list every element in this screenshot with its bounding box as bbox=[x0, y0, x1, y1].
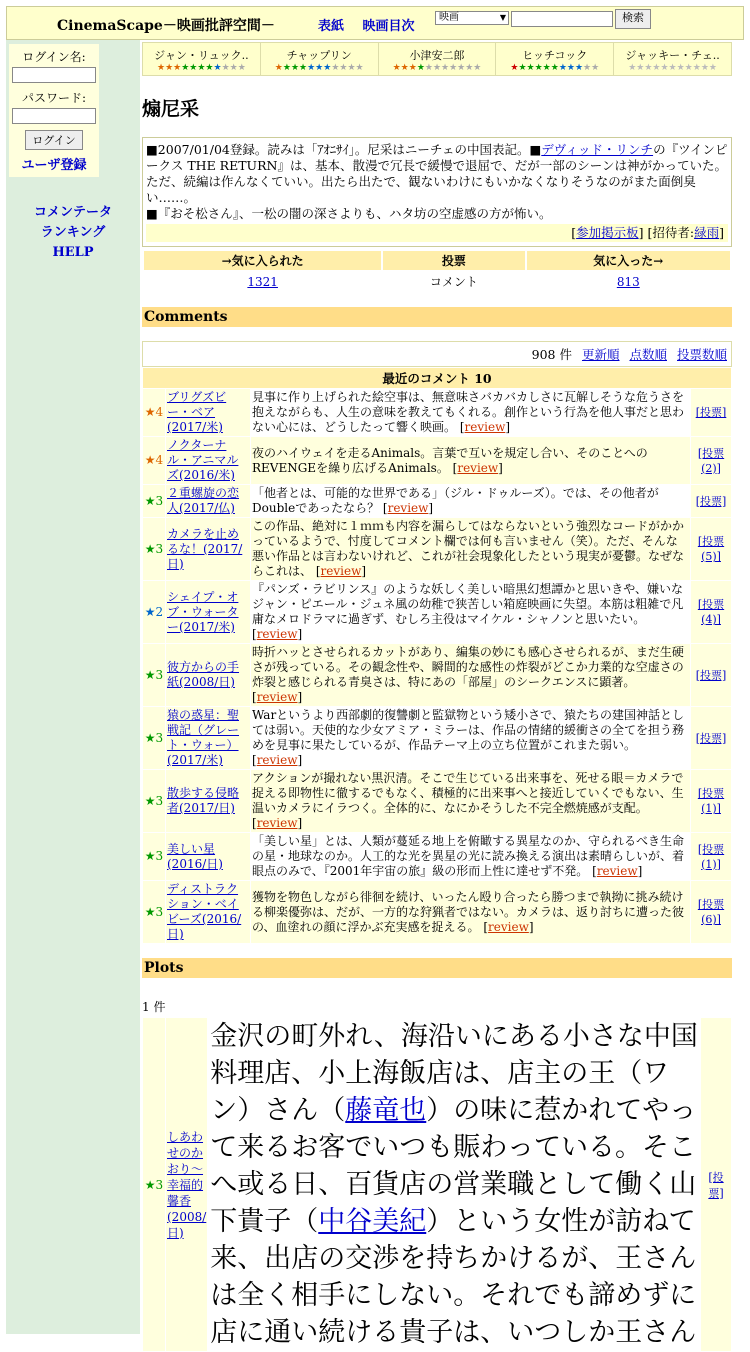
director-name: ジャン・リュック.. bbox=[154, 49, 249, 62]
review-link[interactable]: review bbox=[320, 564, 362, 578]
main-content bbox=[142, 40, 732, 1352]
comment-body: 「他者とは、可能的な世界である」（ジル・ドゥルーズ）。では、その他者がDoubleであったなら？ [review] bbox=[251, 485, 690, 517]
login-name-label: ログイン名: bbox=[22, 50, 86, 64]
comment-text: Warというより西部劇的復讐劇と監獄物という矮小さで、猿たちの建国神話としては弱い。天使的な少女アミア・ミラーは、作品の情緒的緩衝さの全てを担う務めを見事に果たしているが、作品テーマ上の立ち位置がこれまた弱い。 bbox=[252, 708, 685, 752]
nav-movie-index-link[interactable]: 映画目次 bbox=[362, 19, 415, 34]
sort-score-link[interactable]: 点数順 bbox=[629, 347, 667, 362]
plot-actor-link[interactable]: 中谷美紀 bbox=[318, 1206, 427, 1237]
comment-count: 908 件 bbox=[531, 347, 572, 362]
comments-sort-bar bbox=[142, 341, 732, 367]
bbs-link[interactable]: 参加掲示板 bbox=[576, 225, 639, 240]
sidebar bbox=[6, 40, 140, 1334]
review-link[interactable]: review bbox=[256, 690, 298, 704]
comment-text: 『パンズ・ラビリンス』のような妖しく美しい暗黒幻想譚かと思いきや、嫌いなジャン・ピエール・ジュネ風の幼稚で狭苦しい箱庭映画に失望。本筋は粗雑で凡庸なメロドラマに過ぎず、むしろ主役はマイケル・シャノンと思いたい。 bbox=[252, 582, 684, 626]
inviter-link[interactable]: 緑雨 bbox=[694, 225, 720, 240]
director-name: チャップリン bbox=[286, 49, 352, 62]
comment-body: 夜のハイウェイを走るAnimals。言葉で互いを規定し合い、そのことへのREVENGEを繰り広げるAnimals。 [review] bbox=[251, 437, 690, 484]
director-stars: ★★★★★★★★★★★ bbox=[628, 63, 717, 73]
comment-score: ★3 bbox=[143, 881, 165, 943]
plot-vote-link[interactable]: [投票] bbox=[708, 1170, 724, 1200]
plot-actor-link[interactable]: 藤竜也 bbox=[345, 1095, 427, 1126]
vote-header: 投票 bbox=[383, 251, 524, 270]
search-form bbox=[435, 11, 651, 29]
comment-movie-link[interactable]: 散歩する侵略者(2017/日) bbox=[167, 786, 240, 815]
login-box bbox=[9, 44, 99, 177]
plots-table bbox=[142, 1017, 732, 1352]
search-button[interactable]: 検索 bbox=[615, 9, 651, 29]
comment-score: ★3 bbox=[143, 518, 165, 580]
director-stars: ★★★★★★★★★★★ bbox=[157, 63, 246, 73]
comment-movie-link[interactable]: カメラを止めるな！(2017/日) bbox=[167, 526, 243, 571]
sort-updated-link[interactable]: 更新順 bbox=[581, 347, 620, 362]
director-stars: ★★★★★★★★★★★ bbox=[392, 63, 482, 73]
comment-movie-link[interactable]: 彼方からの手紙(2008/日) bbox=[167, 660, 240, 689]
comment-row bbox=[143, 437, 731, 484]
comment-score: ★3 bbox=[143, 644, 165, 706]
login-name-input[interactable] bbox=[12, 67, 96, 83]
header-bar bbox=[6, 6, 744, 40]
side-links bbox=[6, 203, 140, 263]
director-name: 小津安二郎 bbox=[409, 49, 465, 62]
comment-text: 獲物を物色しながら徘徊を続け、いったん殴り合ったら勝つまで執拗に挑み続ける柳楽優弥は、だが、一方的な狩猟者ではない。カメラは、返り討ちに遭った彼の、血塗れの顔に浮かぶ充実感を捉える。 bbox=[252, 889, 685, 934]
favored-by-count-link[interactable]: 1321 bbox=[247, 274, 278, 289]
comments-table bbox=[142, 367, 732, 944]
favorites-header: 気に入った→ bbox=[527, 251, 730, 270]
comment-row bbox=[143, 581, 731, 643]
plots-section-title: Plots bbox=[142, 958, 732, 978]
review-link[interactable]: review bbox=[464, 420, 506, 434]
comment-row bbox=[143, 644, 731, 706]
vote-comment-label: コメント bbox=[383, 272, 524, 291]
comment-vote-link[interactable]: [投票(5)] bbox=[697, 535, 725, 563]
comment-score: ★4 bbox=[143, 437, 165, 484]
review-link[interactable]: review bbox=[387, 501, 429, 515]
review-link[interactable]: review bbox=[256, 816, 298, 830]
comment-text: この作品、絶対に１ｍｍも内容を漏らしてはならないという強烈なコードがかかっているようで、忖度してコメント欄では何も言いません（笑）。ただ、そんな悪い作品とは言わないけれど、これが社会現象化したという現実が憂鬱。なぜならこれは、 bbox=[252, 519, 685, 578]
comment-text: 「他者とは、可能的な世界である」（ジル・ドゥルーズ）。では、その他者がDoubleであったなら？ bbox=[252, 486, 659, 515]
comment-vote-link[interactable]: [投票(2)] bbox=[697, 446, 725, 475]
comment-movie-link[interactable]: ２重螺旋の恋人(2017/仏) bbox=[167, 486, 240, 515]
comment-text: 時折ハッとさせられるカットがあり、編集の妙にも感心させられるが、まだ生硬さが残っている。その観念性や、瞬間的な感性の炸裂がどこか力業的な空虚さの炸裂と感じられる青臭さは、特にあの「部屋」のシークエンスに顕著。 bbox=[252, 645, 684, 689]
comment-vote-link[interactable]: [投票] bbox=[695, 494, 727, 508]
comment-score: ★2 bbox=[143, 581, 165, 643]
comment-movie-link[interactable]: 美しい星(2016/日) bbox=[167, 841, 223, 871]
review-link[interactable]: review bbox=[488, 919, 529, 934]
comment-vote-link[interactable]: [投票] bbox=[695, 406, 727, 419]
comment-text: 夜のハイウェイを走るAnimals。言葉で互いを規定し合い、そのことへのREVENGEを繰り広げるAnimals。 bbox=[252, 445, 648, 475]
comment-vote-link[interactable]: [投票(1)] bbox=[697, 787, 725, 815]
comment-body: アクションが撮れない黒沢清。そこで生じている出来事を、死せる眼＝カメラで捉える即物性に徹するでもなく、積極的に出来事へと接近していくでもない、生温いカメラにイラつく。全体的に、なにかそうした不完全燃焼感が支配。 [review] bbox=[251, 770, 690, 832]
user-name-heading: 煽尼采 bbox=[142, 98, 200, 120]
plot-count: 1 件 bbox=[142, 1000, 166, 1014]
nav-cover-link[interactable]: 表紙 bbox=[318, 19, 345, 34]
plot-text bbox=[208, 1018, 700, 1351]
comment-row bbox=[143, 833, 731, 880]
inviter-label: [招待者: bbox=[647, 225, 695, 240]
commentators-link[interactable]: コメンテータ bbox=[33, 205, 112, 220]
comment-text: 「美しい星」とは、人類が蔓延る地上を俯瞰する異星なのか、守られるべき生命の星・地球なのか。人工的な光を異星の光に読み換える演出は素晴らしいが、着眼点のみで、『2001年宇宙の旅』級の形而上性に達せず不発。 bbox=[252, 834, 685, 878]
comment-movie-link[interactable]: ノクターナル・アニマルズ(2016/米) bbox=[167, 438, 239, 482]
comment-body: 見事に作り上げられた絵空事は、無意味さバカバカしさに瓦解しそうな危うさを抱えながらも、人生の意味を教えてもくれる。創作という行為を他人事だと思わない心には、どうしたって響く映画。 [review] bbox=[251, 389, 690, 436]
comment-vote-link[interactable]: [投票(1)] bbox=[697, 842, 725, 871]
director-jackie-chan[interactable] bbox=[614, 43, 731, 75]
comment-movie-link[interactable]: ディストラクション・ベイビーズ(2016/日) bbox=[167, 882, 242, 941]
comment-vote-link[interactable]: [投票] bbox=[695, 668, 727, 682]
comment-row bbox=[143, 485, 731, 517]
review-link[interactable]: review bbox=[457, 460, 499, 475]
director-strip bbox=[142, 42, 732, 76]
comment-vote-link[interactable]: [投票(4)] bbox=[697, 598, 725, 626]
comment-vote-link[interactable]: [投票] bbox=[695, 731, 727, 745]
director-name: ヒッチコック bbox=[522, 49, 588, 62]
comment-score: ★3 bbox=[143, 833, 165, 880]
profile-director-link[interactable]: デヴィッド・リンチ bbox=[541, 142, 654, 157]
comment-text: アクションが撮れない黒沢清。そこで生じている出来事を、死せる眼＝カメラで捉える即物性に徹するでもなく、積極的に出来事へと接近していくでもない、生温いカメラにイラつく。全体的に、なにかそうした不完全燃焼感が支配。 bbox=[252, 771, 684, 815]
director-stars: ★★★★★★★★★★★ bbox=[274, 63, 364, 73]
password-input[interactable] bbox=[12, 108, 96, 124]
director-name: ジャッキー・チェ.. bbox=[625, 49, 720, 62]
comment-vote-link[interactable]: [投票(6)] bbox=[697, 898, 725, 926]
comment-body: 獲物を物色しながら徘徊を続け、いったん殴り合ったら勝つまで執拗に挑み続ける柳楽優弥は、だが、一方的な狩猟者ではない。カメラは、返り討ちに遭った彼の、血塗れの顔に浮かぶ充実感を捉える。 [review] bbox=[251, 881, 690, 943]
plot-text-part: 金沢の町外れ、海沿いにある小さな中国料理店、小上海飯店は、店主の王（ワン）さん（ bbox=[210, 1021, 698, 1126]
comment-row bbox=[143, 389, 731, 436]
comments-section-title: Comments bbox=[142, 307, 732, 327]
top-nav bbox=[318, 15, 429, 34]
favorites-table bbox=[142, 249, 732, 293]
comment-movie-link[interactable]: シェイプ・オブ・ウォーター(2017/米) bbox=[167, 589, 239, 634]
comment-body: 『パンズ・ラビリンス』のような妖しく美しい暗黒幻想譚かと思いきや、嫌いなジャン・ピエール・ジュネ風の幼稚で狭苦しい箱庭映画に失望。本筋は粗雑で凡庸なメロドラマに過ぎず、むしろ主役はマイケル・シャノンと思いたい。 [review] bbox=[251, 581, 690, 643]
comment-body: この作品、絶対に１ｍｍも内容を漏らしてはならないという強烈なコードがかかっているようで、忖度してコメント欄では何も言いません（笑）。ただ、そんな悪い作品とは言わないけれど、これが社会現象化したという現実が憂鬱。なぜならこれは、 [review] bbox=[251, 518, 690, 580]
help-link[interactable]: HELP bbox=[52, 245, 94, 260]
plot-score: ★3 bbox=[143, 1018, 165, 1351]
director-chaplin[interactable] bbox=[261, 43, 379, 75]
favored-by-header: →気に入られた bbox=[144, 251, 381, 270]
comment-row bbox=[143, 881, 731, 943]
user-profile bbox=[142, 137, 732, 247]
login-button[interactable]: ログイン bbox=[25, 130, 82, 150]
profile-text: の『ツインピークス THE RETURN』は、基本、散漫で冗長で緩慢で退屈で、だが一部のシーンは神がかっていた。ただ、続編は作んなくていい。出たら出たで、観ないわけにもいかなくなりそうなのがまた面倒臭い……。 bbox=[146, 142, 728, 205]
review-link[interactable]: review bbox=[256, 627, 298, 641]
register-link[interactable]: ユーザ登録 bbox=[21, 158, 87, 173]
password-label: パスワード: bbox=[21, 91, 87, 105]
review-link[interactable]: review bbox=[256, 753, 298, 767]
comment-movie-link[interactable]: ブリグズビー・ベア(2017/米) bbox=[167, 390, 227, 434]
comment-row bbox=[143, 707, 731, 769]
plot-row bbox=[143, 1018, 731, 1351]
director-hitchcock[interactable] bbox=[496, 43, 614, 75]
director-godard[interactable] bbox=[143, 43, 261, 75]
plot-text-part: ）の味に惹かれてやって来るお客でいつも賑わっている。そこへ或る日、百貨店の営業職として働く山下貴子（ bbox=[210, 1095, 697, 1237]
ranking-link[interactable]: ランキング bbox=[40, 225, 106, 240]
review-link[interactable]: review bbox=[596, 864, 638, 878]
comment-score: ★3 bbox=[143, 707, 165, 769]
search-category-select[interactable]: 映画 ▼ bbox=[435, 11, 509, 25]
profile-text: ■『おそ松さん』、一松の闇の深さよりも、ハタ坊の空虚感の方が怖い。 bbox=[146, 206, 552, 221]
favorites-count-link[interactable]: 813 bbox=[616, 274, 640, 289]
profile-text: ■2007/01/04登録。読みは「ｱｵﾆｻｲ」。尼采はニーチェの中国表記。■ bbox=[146, 142, 542, 157]
comment-body: 時折ハッとさせられるカットがあり、編集の妙にも感心させられるが、まだ生硬さが残っている。その観念性や、瞬間的な感性の炸裂がどこか力業的な空虚さの炸裂と感じられる青臭さは、特にあの「部屋」のシークエンスに顕著。 [review] bbox=[251, 644, 690, 706]
site-title[interactable]: CinemaScape－映画批評空間－ bbox=[57, 18, 275, 34]
plot-movie-link[interactable]: しあわせのかおり～幸福的馨香(2008/日) bbox=[167, 1129, 207, 1240]
comment-text: 見事に作り上げられた絵空事は、無意味さバカバカしさに瓦解しそうな危うさを抱えながらも、人生の意味を教えてもくれる。創作という行為を他人事だと思わない心には、どうしたって響く映画。 bbox=[252, 390, 685, 434]
comment-row bbox=[143, 770, 731, 832]
comment-score: ★3 bbox=[143, 485, 165, 517]
comment-movie-link[interactable]: 猿の惑星：聖戦記（グレート・ウォー）(2017/米) bbox=[167, 708, 240, 767]
director-stars: ★★★★★★★★★★★ bbox=[510, 63, 600, 73]
comment-body: 「美しい星」とは、人類が蔓延る地上を俯瞰する異星なのか、守られるべき生命の星・地球なのか。人工的な光を異星の光に読み換える演出は素晴らしいが、着眼点のみで、『2001年宇宙の旅』級の形而上性に達せず不発。 [review] bbox=[251, 833, 690, 880]
comment-score: ★4 bbox=[143, 389, 165, 436]
comment-body: Warというより西部劇的復讐劇と監獄物という矮小さで、猿たちの建国神話としては弱い。天使的な少女アミア・ミラーは、作品の情緒的緩衝さの全てを担う務めを見事に果たしているが、作品テーマ上の立ち位置がこれまた弱い。 [review] bbox=[251, 707, 690, 769]
comment-score: ★3 bbox=[143, 770, 165, 832]
sort-votes-link[interactable]: 投票数順 bbox=[676, 347, 727, 362]
plot-text-part: ）という女性が訪ねて来、出店の交渉を持ちかけるが、王さんは全く相手にしない。それでも諦めずに店に通い続ける貴子は、いつしか王さん bbox=[210, 1206, 697, 1348]
comments-table-header: 最近のコメント 10 bbox=[143, 368, 731, 388]
search-input[interactable] bbox=[511, 11, 613, 27]
profile-footer: [参加掲示板] [招待者:緑雨] bbox=[146, 224, 728, 242]
comment-row bbox=[143, 518, 731, 580]
director-ozu[interactable] bbox=[379, 43, 497, 75]
